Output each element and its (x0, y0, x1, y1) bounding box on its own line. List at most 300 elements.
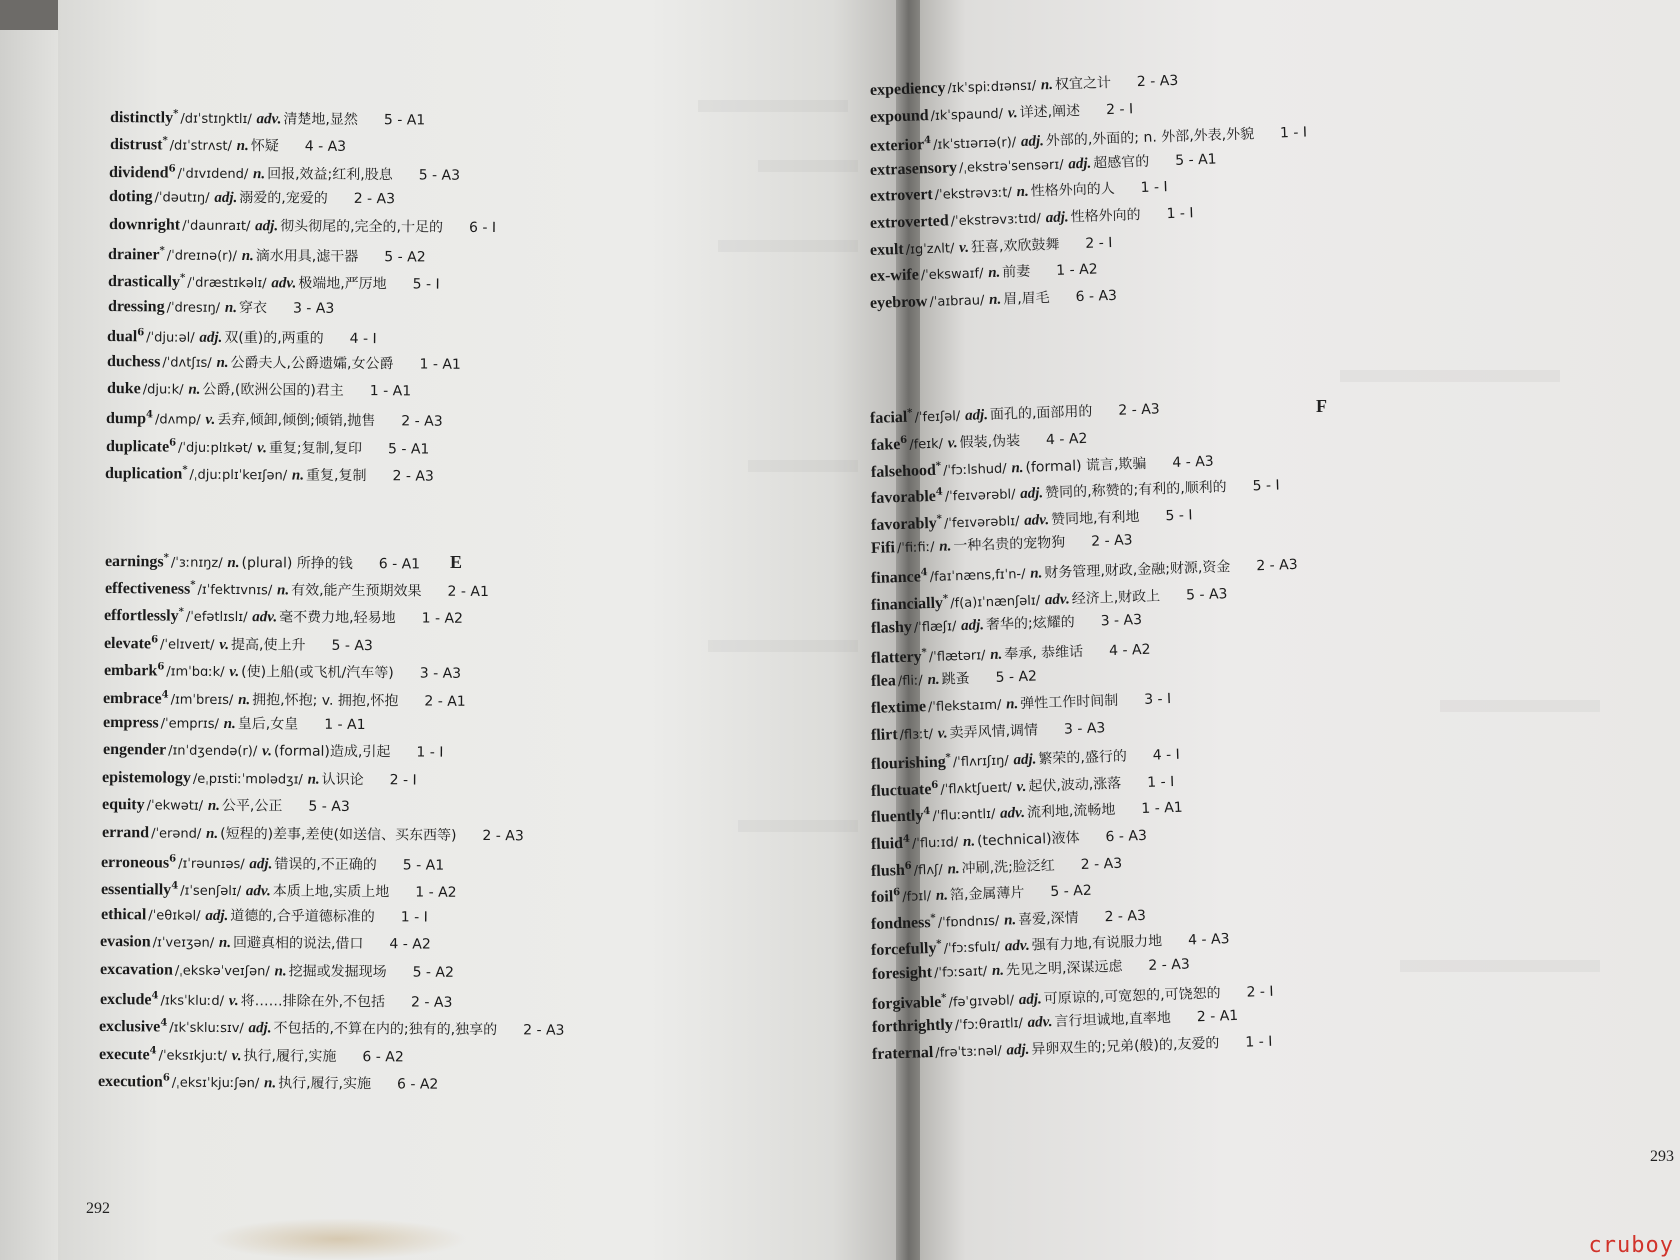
definition: (使)上船(或飞机/汽车等) (240, 664, 394, 682)
part-of-speech: n. (207, 798, 220, 815)
unit-reference: 4 - A2 (1108, 641, 1151, 659)
definition: 回避真相的说法,借口 (233, 935, 364, 953)
unit-reference: 1 - I (1279, 124, 1308, 142)
headword: doting (108, 188, 153, 206)
headword: distrust (109, 136, 163, 154)
part-of-speech: v. (219, 636, 230, 653)
definition: 跳蚤 (941, 671, 970, 689)
definition: (formal) 谎言,欺骗 (1024, 455, 1147, 476)
dictionary-entry (106, 433, 430, 461)
definition: 公平,公正 (221, 798, 283, 815)
part-of-speech: adj. (1018, 990, 1042, 1008)
phonetic: /ˈdræstɪkəlɪ/ (187, 276, 267, 292)
headword: expound (869, 106, 929, 126)
entry-marker: 6 (931, 779, 939, 791)
part-of-speech: n. (223, 715, 236, 733)
unit-reference: 5 - A2 (384, 249, 426, 266)
unit-reference: 2 - I (1105, 100, 1134, 118)
definition: 奢华的;炫耀的 (985, 614, 1075, 634)
definition: 双(重)的,两重的 (224, 330, 324, 347)
dictionary-entry (107, 296, 333, 320)
unit-reference: 2 - A3 (1147, 956, 1190, 974)
definition: 狂喜,欢欣鼓舞 (971, 236, 1061, 256)
part-of-speech: n. (989, 646, 1003, 663)
headword: exclude (99, 991, 152, 1009)
part-of-speech: n. (187, 381, 201, 398)
headword: execution (98, 1073, 164, 1091)
headword: errand (101, 823, 149, 841)
unit-reference: 3 - A3 (1100, 612, 1143, 630)
phonetic: /faɪˈnæns,fɪˈn-/ (929, 566, 1026, 586)
definition: 卖弄风情,调情 (949, 722, 1039, 741)
part-of-speech: v. (959, 239, 970, 256)
entry-marker: 4 (161, 689, 170, 701)
headword: dividend (109, 163, 169, 182)
headword: extrasensory (869, 158, 958, 179)
dictionary-entry (871, 666, 1038, 693)
headword: excavation (99, 960, 173, 979)
phonetic: /fliː/ (897, 673, 924, 690)
headword: downright (108, 215, 180, 234)
headword: facial (870, 409, 909, 428)
entry-marker: 4 (160, 1017, 168, 1029)
headword: empress (102, 714, 159, 732)
part-of-speech: n. (935, 887, 949, 905)
unit-reference: 5 - A2 (412, 964, 454, 981)
unit-reference: 1 - A2 (1056, 261, 1099, 280)
phonetic: /ˈeksɪkjuːt/ (158, 1048, 227, 1064)
headword: erroneous (101, 854, 170, 872)
unit-reference: 2 - A3 (1090, 532, 1133, 551)
dictionary-entry (100, 931, 431, 956)
entry-marker: * (163, 552, 170, 564)
phonetic: /ˈekstrəvɜːtɪd/ (950, 211, 1042, 230)
unit-reference: 5 - A1 (383, 112, 426, 129)
unit-reference: 2 - I (1245, 983, 1274, 1001)
headword: foresight (871, 964, 932, 983)
phonetic: /ˈekstrəvɜːt/ (934, 185, 1013, 204)
entry-marker: 4 (920, 567, 928, 579)
phonetic: /ˈerənd/ (150, 825, 201, 842)
headword: execute (98, 1045, 150, 1064)
entry-marker: 4 (149, 1045, 157, 1057)
unit-reference: 1 - I (1140, 179, 1169, 197)
part-of-speech: adj. (1045, 209, 1070, 227)
unit-reference: 1 - A1 (419, 356, 461, 373)
unit-reference: 2 - A3 (1080, 855, 1123, 873)
part-of-speech: v. (261, 743, 272, 760)
definition: 将……排除在外,不包括 (240, 993, 385, 1011)
page-number-left: 292 (86, 1200, 110, 1217)
definition: 错误的,不正确的 (274, 856, 378, 874)
part-of-speech: adj. (965, 407, 989, 425)
phonetic: /ˈelɪveɪt/ (160, 637, 215, 653)
headword: fluently (870, 807, 924, 827)
unit-reference: 2 - A3 (353, 191, 396, 208)
unit-reference: 5 - A2 (995, 668, 1038, 687)
dictionary-entry (109, 214, 496, 239)
definition: 认识论 (321, 771, 365, 788)
part-of-speech: n. (236, 138, 249, 155)
phonetic: /ˈfluːɪd/ (912, 835, 959, 852)
phonetic: /ɪkˈspaund/ (930, 106, 1004, 124)
part-of-speech: v. (205, 412, 216, 429)
entry-marker: * (945, 752, 952, 764)
phonetic: /ˈdresɪŋ/ (166, 300, 220, 316)
part-of-speech: adj. (199, 329, 223, 347)
headword: epistemology (102, 768, 192, 787)
part-of-speech: adv. (1000, 805, 1026, 823)
definition: 经济上,财政上 (1071, 588, 1161, 607)
headword: effectiveness (104, 580, 191, 598)
definition: 怀疑 (250, 138, 279, 155)
definition: 前妻 (1002, 263, 1031, 281)
dictionary-entry (99, 1041, 404, 1068)
unit-reference: 3 - A3 (292, 300, 334, 317)
headword: favorable (870, 488, 936, 508)
unit-reference: 6 - A3 (1105, 827, 1148, 846)
entry-marker: 6 (904, 860, 913, 872)
definition: 可原谅的,可宽恕的,可饶恕的 (1043, 985, 1221, 1007)
definition: 言行坦诚地,直率地 (1053, 1010, 1171, 1031)
unit-reference: 2 - A1 (447, 583, 489, 601)
dictionary-entry (107, 351, 461, 376)
headword: flattery (870, 648, 922, 667)
entry-marker: * (940, 992, 947, 1004)
phonetic: /flʌʃ/ (913, 862, 944, 879)
part-of-speech: n. (219, 935, 232, 952)
dictionary-entry (101, 876, 457, 904)
section-letter-e: E (450, 552, 463, 572)
headword: foil (871, 888, 894, 907)
entry-marker: 6 (156, 661, 165, 673)
unit-reference: 1 - A2 (421, 610, 464, 628)
entry-marker: 4 (151, 990, 159, 1002)
part-of-speech: adv. (1026, 1014, 1053, 1032)
phonetic: /ˈflætərɪ/ (928, 648, 986, 665)
definition: 权宜之计 (1054, 75, 1112, 93)
entry-marker: 6 (899, 434, 907, 447)
part-of-speech: adj. (1020, 133, 1045, 151)
definition: 喜爱,深情 (1018, 909, 1080, 928)
headword: engender (102, 741, 166, 759)
unit-reference: 5 - A1 (1175, 151, 1217, 169)
definition: 提高,使上升 (231, 636, 306, 654)
part-of-speech: n. (991, 962, 1004, 980)
entry-marker: * (190, 579, 196, 591)
unit-reference: 5 - A2 (1050, 882, 1093, 901)
phonetic: /ˌekskəˈveɪʃən/ (174, 963, 270, 979)
part-of-speech: adv. (1044, 591, 1070, 608)
part-of-speech: n. (224, 299, 237, 316)
part-of-speech: n. (989, 291, 1002, 308)
part-of-speech: adj. (254, 217, 278, 234)
definition: 重复,复制 (306, 467, 367, 485)
definition: 执行,履行,实施 (278, 1075, 372, 1093)
definition: (plural) 所挣的钱 (241, 554, 353, 572)
entry-marker: 4 (935, 486, 943, 499)
definition: 挖掘或发掘现场 (288, 963, 387, 980)
headword: dump (106, 410, 147, 428)
dictionary-entry (98, 1068, 439, 1096)
definition: 异卵双生的;兄弟(般)的,友爱的 (1030, 1035, 1220, 1058)
unit-reference: 2 - A3 (1118, 401, 1161, 420)
headword: flourishing (870, 753, 947, 774)
definition: 执行,履行,实施 (243, 1047, 337, 1065)
phonetic: /fəˈgɪvəbl/ (947, 992, 1014, 1011)
entry-marker: 6 (163, 1072, 171, 1084)
part-of-speech: adj. (214, 190, 238, 207)
entry-marker: 6 (137, 327, 145, 339)
phonetic: /ɪkˈskluːsɪv/ (169, 1020, 245, 1037)
dictionary-entry (107, 323, 377, 350)
definition: (短程的)差事,差使(如送信、买东西等) (219, 825, 457, 844)
unit-reference: 2 - A1 (424, 693, 467, 710)
phonetic: /ˌeksɪˈkjuːʃən/ (172, 1075, 260, 1092)
entry-marker: * (942, 593, 949, 605)
phonetic: /fɔɪl/ (902, 889, 932, 906)
phonetic: /ˌekstrəˈsensərɪ/ (958, 157, 1065, 176)
phonetic: /feɪk/ (908, 436, 943, 453)
part-of-speech: adj. (1068, 155, 1092, 173)
dictionary-entry (100, 904, 427, 929)
part-of-speech: n. (1005, 696, 1019, 713)
headword: fake (870, 436, 901, 454)
definition: 彻头彻尾的,完全的,十足的 (279, 217, 443, 236)
part-of-speech: n. (927, 672, 940, 689)
entry-marker: * (179, 606, 185, 619)
definition: 有效,能产生预期效果 (290, 582, 422, 600)
definition: 赞同的,称赞的;有利的,顺利的 (1044, 479, 1227, 502)
phonetic: /ˈfeɪʃəl/ (914, 409, 961, 426)
entry-marker: 4 (902, 833, 911, 845)
phonetic: /f(a)ɪˈnænʃəlɪ/ (949, 592, 1041, 611)
unit-reference: 1 - A2 (415, 884, 457, 902)
unit-reference: 6 - A2 (362, 1048, 404, 1066)
headword: exclusive (99, 1018, 161, 1036)
part-of-speech: adv. (1005, 938, 1031, 955)
entry-marker: * (179, 272, 186, 284)
headword: flashy (870, 618, 913, 638)
right-page (869, 0, 1680, 1260)
phonetic: /ɪnˈdʒendə(r)/ (167, 743, 257, 760)
dictionary-entry (104, 630, 373, 657)
headword: forcefully (871, 940, 938, 960)
phonetic: /ˈɜːnɪŋz/ (170, 555, 223, 571)
headword: favorably (870, 514, 937, 534)
definition: 超感官的 (1093, 153, 1150, 172)
unit-reference: 6 - I (468, 219, 496, 236)
headword: essentially (100, 881, 172, 899)
part-of-speech: v. (231, 1047, 242, 1064)
part-of-speech: adj. (1019, 485, 1044, 503)
unit-reference: 3 - I (1143, 691, 1172, 708)
definition: 极端地,严厉地 (298, 275, 387, 293)
headword: fluid (871, 834, 904, 853)
part-of-speech: v. (937, 725, 948, 742)
part-of-speech: n. (216, 354, 229, 371)
phonetic: /ˈeθɪkəl/ (147, 908, 201, 924)
part-of-speech: adv. (252, 609, 278, 626)
definition: 先见之明,深谋远虑 (1005, 958, 1123, 979)
entry-marker: * (936, 513, 942, 525)
definition: 回报,效益;红利,股息 (267, 166, 394, 184)
phonetic: /flɜːt/ (899, 726, 934, 743)
part-of-speech: n. (962, 833, 976, 850)
part-of-speech: adj. (249, 856, 273, 873)
headword: embrace (103, 689, 163, 708)
entry-marker: 4 (923, 135, 932, 147)
phonetic: /ɪmˈbreɪs/ (170, 692, 234, 708)
unit-reference: 2 - A3 (523, 1022, 565, 1040)
phonetic: /ˈfiːfiː/ (896, 540, 935, 557)
entry-marker: * (173, 108, 179, 120)
headword: duchess (106, 352, 161, 371)
part-of-speech: n. (274, 962, 287, 980)
headword: Fifi (870, 539, 895, 558)
unit-reference: 4 - A3 (1171, 453, 1214, 471)
dictionary-entry (100, 959, 454, 984)
headword: flirt (870, 725, 898, 744)
part-of-speech: n. (1040, 76, 1054, 94)
dictionary-entry (110, 131, 346, 158)
left-page (58, 0, 900, 1260)
headword: financially (870, 594, 944, 614)
dictionary-entry (109, 186, 395, 210)
part-of-speech: adv. (256, 111, 282, 128)
unit-reference: 4 - I (349, 331, 377, 348)
part-of-speech: n. (292, 467, 305, 484)
headword: duke (106, 380, 141, 398)
phonetic: /ˈefətlɪslɪ/ (186, 610, 248, 626)
definition: 拥抱,怀抱; v. 拥抱,怀抱 (252, 691, 399, 709)
phonetic: /ɪˈfektɪvnɪs/ (197, 582, 273, 599)
dictionary-entry (110, 104, 425, 131)
phonetic: /frəˈtɜːnəl/ (934, 1043, 1002, 1061)
headword: extrovert (869, 186, 934, 206)
unit-reference: 4 - A3 (1188, 931, 1231, 949)
unit-reference: 1 - I (400, 909, 428, 926)
dictionary-entry (101, 849, 444, 877)
part-of-speech: adj. (960, 617, 985, 635)
phonetic: /ˈfɒndnɪs/ (937, 913, 1000, 931)
part-of-speech: n. (205, 825, 218, 842)
phonetic: /ˈdəutɪŋ/ (154, 190, 210, 206)
headword: forgivable (871, 993, 942, 1013)
part-of-speech: n. (938, 538, 952, 556)
headword: extroverted (869, 212, 950, 232)
phonetic: /ɪˈveɪʒən/ (152, 935, 215, 952)
headword: forthrightly (871, 1016, 953, 1037)
definition: 外部的,外面的; n. 外部,外表,外貌 (1045, 126, 1255, 150)
headword: duplication (105, 465, 183, 483)
entry-marker: 6 (168, 437, 176, 449)
unit-reference: 2 - A3 (1104, 907, 1147, 926)
headword: flextime (870, 698, 927, 717)
definition: 公爵夫人,公爵遗孀,女公爵 (230, 354, 394, 372)
part-of-speech: adj. (1013, 751, 1037, 769)
headword: duplicate (105, 437, 169, 456)
definition: (technical)液体 (977, 830, 1081, 850)
phonetic: /ˈflʌrɪʃɪŋ/ (952, 753, 1010, 771)
part-of-speech: n. (227, 554, 240, 571)
headword: evasion (100, 933, 151, 951)
part-of-speech: n. (241, 248, 255, 265)
dictionary-entry (109, 159, 460, 187)
definition: 不包括的,不算在内的;独有的,独享的 (273, 1020, 498, 1039)
part-of-speech: v. (228, 993, 239, 1010)
phonetic: /dɪˈstrʌst/ (169, 138, 232, 155)
section-letter-f: F (1316, 396, 1327, 416)
definition: 皇后,女皇 (237, 716, 299, 733)
headword: effortlessly (104, 607, 180, 625)
entry-marker: * (930, 912, 937, 924)
unit-reference: 4 - A2 (389, 936, 432, 953)
definition: (formal)造成,引起 (273, 743, 391, 761)
phonetic: /ɪksˈkluːd/ (159, 993, 224, 1009)
phonetic: /ˈfeɪvərəblɪ/ (943, 513, 1020, 532)
part-of-speech: adv. (271, 275, 297, 292)
part-of-speech: n. (1016, 184, 1030, 201)
part-of-speech: n. (264, 1075, 277, 1092)
phonetic: /ˈfɔːlshud/ (942, 461, 1007, 479)
definition: 毫不费力地,轻易地 (279, 609, 397, 627)
phonetic: /dʌmp/ (155, 412, 201, 429)
unit-reference: 5 - A1 (387, 441, 430, 458)
headword: fraternal (871, 1043, 934, 1063)
headword: equity (101, 796, 145, 814)
unit-reference: 3 - A3 (1063, 719, 1106, 738)
phonetic: /ˈdʌtʃɪs/ (162, 355, 212, 371)
phonetic: /ˈflekstaɪm/ (927, 697, 1002, 716)
headword: flush (871, 861, 906, 880)
definition: 清楚地,显然 (283, 111, 358, 128)
page-stain (208, 1218, 468, 1260)
page-number-right: 293 (1650, 1148, 1674, 1165)
headword: drainer (108, 246, 160, 264)
phonetic: /ˈekswaɪf/ (920, 266, 985, 284)
phonetic: /ɪmˈbɑːk/ (165, 664, 225, 681)
part-of-speech: adv. (245, 883, 271, 900)
phonetic: /ˈfluːəntlɪ/ (932, 807, 996, 825)
phonetic: /djuːk/ (142, 382, 184, 398)
entry-marker: * (936, 939, 943, 951)
dictionary-entry (102, 794, 350, 818)
definition: 冲刷,洗;脸泛红 (961, 857, 1056, 877)
unit-reference: 5 - A1 (403, 857, 445, 874)
unit-reference: 1 - I (1147, 773, 1175, 791)
definition: 溺爱的,宠爱的 (239, 190, 328, 207)
unit-reference: 6 - A3 (1075, 287, 1118, 305)
definition: 财务管理,财政,金融;财源,资金 (1043, 559, 1231, 582)
definition: 奉承, 恭维话 (1003, 643, 1084, 663)
definition: 起伏,波动,涨落 (1028, 775, 1122, 795)
phonetic: /ɪgˈzʌlt/ (905, 240, 955, 258)
unit-reference: 1 - I (1244, 1033, 1273, 1051)
dictionary-entry (102, 822, 524, 847)
definition: 道德的,合乎道德标准的 (229, 907, 375, 925)
unit-reference: 5 - I (1164, 507, 1193, 525)
definition: 重复;复制,复印 (268, 440, 362, 457)
dictionary-entry (105, 575, 489, 603)
entry-marker: * (162, 135, 168, 147)
unit-reference: 6 - A2 (397, 1076, 439, 1093)
definition: 面孔的,面部用的 (990, 404, 1094, 424)
part-of-speech: v. (228, 664, 239, 681)
phonetic: /ˈflʌktʃueɪt/ (940, 780, 1013, 798)
unit-reference: 5 - I (412, 276, 440, 293)
headword: fondness (871, 913, 932, 933)
